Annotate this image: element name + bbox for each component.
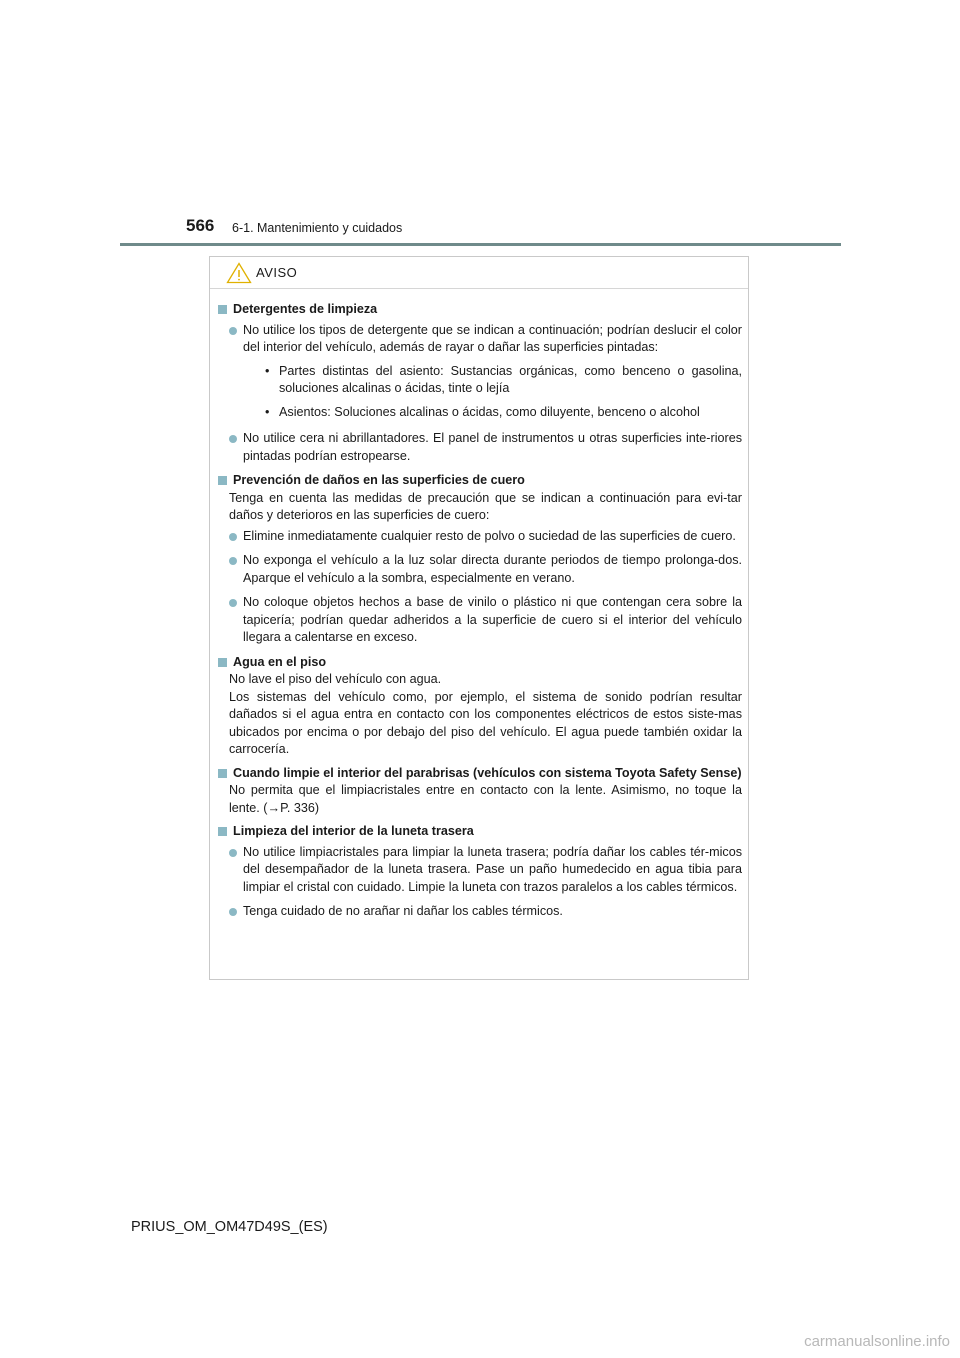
list-item [229, 430, 742, 465]
warning-section [218, 765, 742, 818]
circle-bullet-icon [229, 599, 237, 607]
square-bullet-icon [218, 769, 227, 778]
square-bullet-icon [218, 658, 227, 667]
section-heading [218, 472, 742, 490]
warning-section [218, 301, 742, 465]
sub-list-item-text: Asientos: Soluciones alcalinas o ácidas, como diluyente, benceno o alcohol [279, 404, 700, 419]
sub-list-item [265, 363, 742, 398]
circle-bullet-icon [229, 849, 237, 857]
section-heading-text: Cuando limpie el interior del parabrisas (vehículos con sistema Toyota Safety Sense) [233, 765, 742, 780]
paragraph: Los sistemas del vehículo como, por ejemplo, el sistema de sonido podrían resultar dañados si el agua entra en contacto con los componentes eléctricos de estos siste-mas ubicados por encima o por debajo del piso del vehículo. El agua puede también oxidar la carrocería. [229, 689, 742, 756]
warning-box [209, 256, 749, 980]
list-item-text: Elimine inmediatamente cualquier resto de polvo o suciedad de las superficies de cuero. [243, 528, 736, 543]
section-heading [218, 765, 742, 783]
section-heading [218, 654, 742, 672]
list-item-body [243, 903, 742, 921]
warning-triangle-icon [226, 262, 252, 284]
list-item-body [243, 844, 742, 897]
paragraph: Tenga en cuenta las medidas de precaución que se indican a continuación para evi-tar daños y deterioros en las superficies de cuero: [229, 490, 742, 522]
list-item [229, 594, 742, 647]
list-item [229, 322, 742, 424]
section-body [218, 689, 742, 759]
warning-section [218, 472, 742, 647]
circle-bullet-icon [229, 435, 237, 443]
list-item [229, 903, 742, 921]
list-item-body [243, 552, 742, 587]
warning-title: AVISO [256, 265, 298, 280]
circle-bullet-icon [229, 908, 237, 916]
list-item [229, 844, 742, 897]
list-item-body [243, 430, 742, 465]
circle-bullet-icon [229, 327, 237, 335]
sub-list-item [265, 404, 742, 422]
section-heading [218, 301, 742, 319]
page-number: 566 [186, 216, 215, 235]
list-item-text: No exponga el vehículo a la luz solar directa durante periodos de tiempo prolonga-dos. Aparque el vehículo a la sombra, especialmente en verano. [243, 553, 742, 585]
list-item-text: No coloque objetos hechos a base de vinilo o plástico ni que contengan cera sobre la tapicería; podrían quedar adheridos a la superficie de cuero si el interior del vehículo llegara a calentarse en exceso. [243, 595, 742, 644]
list-item-body [243, 528, 742, 546]
warning-box-header [210, 257, 748, 289]
header-divider [120, 243, 841, 246]
square-bullet-icon [218, 305, 227, 314]
sub-bullet-icon: • [265, 404, 270, 419]
watermark: carmanualsonline.info [804, 1333, 950, 1350]
sub-list-item-text: Partes distintas del asiento: Sustancias orgánicas, como benceno o gasolina, soluciones alcalinas o ácidas, tinte o lejía [279, 363, 742, 395]
square-bullet-icon [218, 476, 227, 485]
list-item [229, 552, 742, 587]
sub-bullet-icon: • [265, 363, 270, 378]
warning-section [218, 654, 742, 759]
warning-content [210, 289, 748, 921]
section-body [218, 782, 742, 817]
section-heading-text: Prevención de daños en las superficies de cuero [233, 473, 525, 487]
section-heading [218, 823, 742, 841]
warning-section [218, 823, 742, 921]
list-item [229, 528, 742, 546]
list-item-body [243, 322, 742, 424]
circle-bullet-icon [229, 533, 237, 541]
section-title: 6-1. Mantenimiento y cuidados [232, 221, 403, 235]
section-heading-text: Agua en el piso [233, 654, 327, 669]
square-bullet-icon [218, 827, 227, 836]
section-heading-text: Limpieza del interior de la luneta trasera [233, 824, 474, 838]
list-item-text: No utilice cera ni abrillantadores. El panel de instrumentos u otras superficies inte-riores pintadas podrían estropearse. [243, 431, 742, 463]
section-body [218, 490, 742, 525]
paragraph: No permita que el limpiacristales entre en contacto con la lente. Asimismo, no toque la lente. (→P. 336) [229, 783, 742, 815]
list-item-text: Tenga cuidado de no arañar ni dañar los cables térmicos. [243, 904, 563, 918]
list-item-body [243, 594, 742, 647]
section-heading-text: Detergentes de limpieza [233, 302, 378, 316]
list-item-text: No utilice los tipos de detergente que se indican a continuación; podrían deslucir el color del interior del vehículo, además de rayar o dañar las superficies pintadas: [243, 322, 742, 354]
section-body [218, 671, 742, 689]
document-code: PRIUS_OM_OM47D49S_(ES) [131, 1219, 328, 1235]
paragraph: No lave el piso del vehículo con agua. [229, 672, 442, 686]
circle-bullet-icon [229, 557, 237, 565]
list-item-text: No utilice limpiacristales para limpiar la luneta trasera; podría dañar los cables tér-micos del desempañador de la luneta trasera. Pase un paño humedecido en agua tibia para limpiar el cristal con cuidado. Limpie la luneta con trazos paralelos a los cables térmicos. [243, 844, 742, 894]
